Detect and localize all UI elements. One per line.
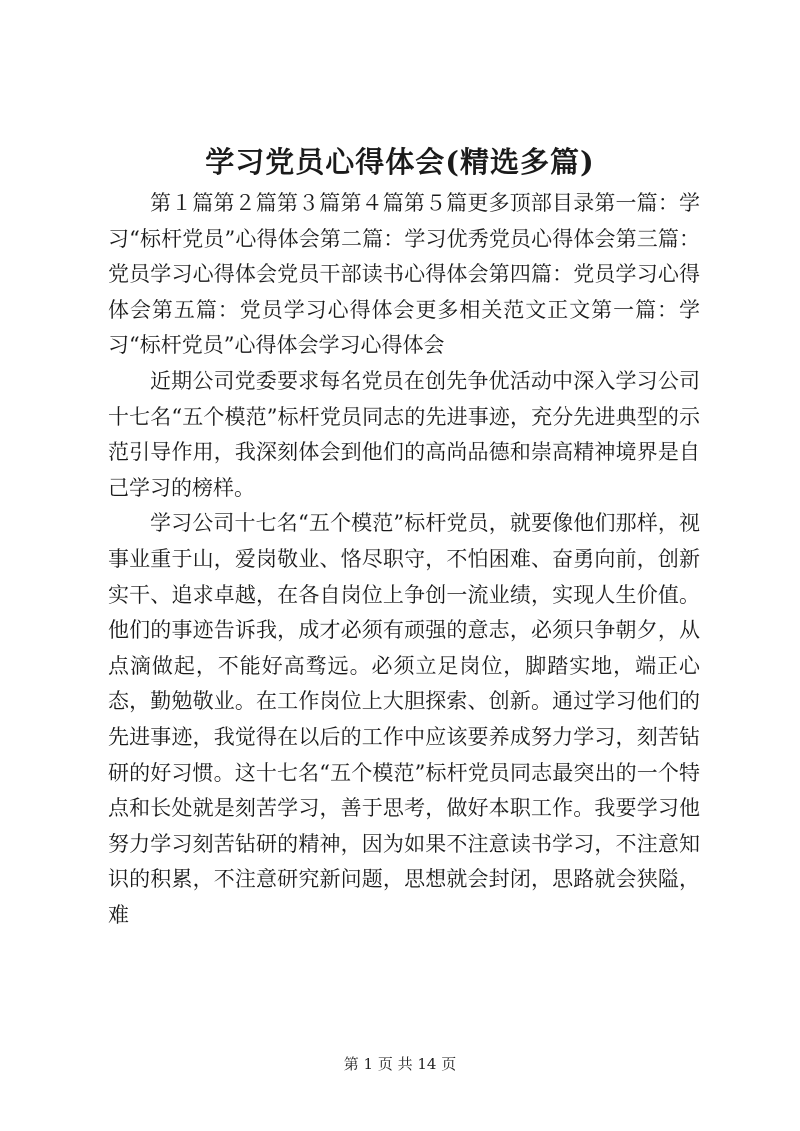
document-body <box>108 186 700 933</box>
paragraph-table-of-contents: 第１篇第２篇第３篇第４篇第５篇更多顶部目录第一篇：学习“标杆党员”心得体会第二篇：学习优秀党员心得体会第三篇：党员学习心得体会党员干部读书心得体会第四篇：党员学习心得体会第五篇：党员学习心得体会更多相关范文正文第一篇：学习“标杆党员”心得体会学习心得体会 <box>108 191 700 358</box>
document-title: 学习党员心得体会(精选多篇) <box>205 145 595 179</box>
page-number-footer: 第 1 页 共 14 页 <box>343 1055 457 1073</box>
paragraph-main: 学习公司十七名“五个模范”标杆党员，就要像他们那样，视事业重于山，爱岗敬业、恪尽职守，不怕困难、奋勇向前，创新实干、追求卓越，在各自岗位上争创一流业绩，实现人生价值。他们的事迹告诉我，成才必须有顽强的意志，必须只争朝夕，从点滴做起，不能好高骛远。必须立足岗位，脚踏实地，端正心态，勤勉敬业。在工作岗位上大胆探索、创新。通过学习他们的先进事迹，我觉得在以后的工作中应该要养成努力学习，刻苦钻研的好习惯。这十七名“五个模范”标杆党员同志最突出的一个特点和长处就是刻苦学习，善于思考，做好本职工作。我要学习他努力学习刻苦钻研的精神，因为如果不注意读书学习，不注意知识的积累，不注意研究新问题，思想就会封闭，思路就会狭隘，难 <box>108 511 700 927</box>
paragraph-intro: 近期公司党委要求每名党员在创先争优活动中深入学习公司十七名“五个模范”标杆党员同志的先进事迹，充分先进典型的示范引导作用，我深刻体会到他们的高尚品德和崇高精神境界是自己学习的榜样。 <box>108 368 700 500</box>
